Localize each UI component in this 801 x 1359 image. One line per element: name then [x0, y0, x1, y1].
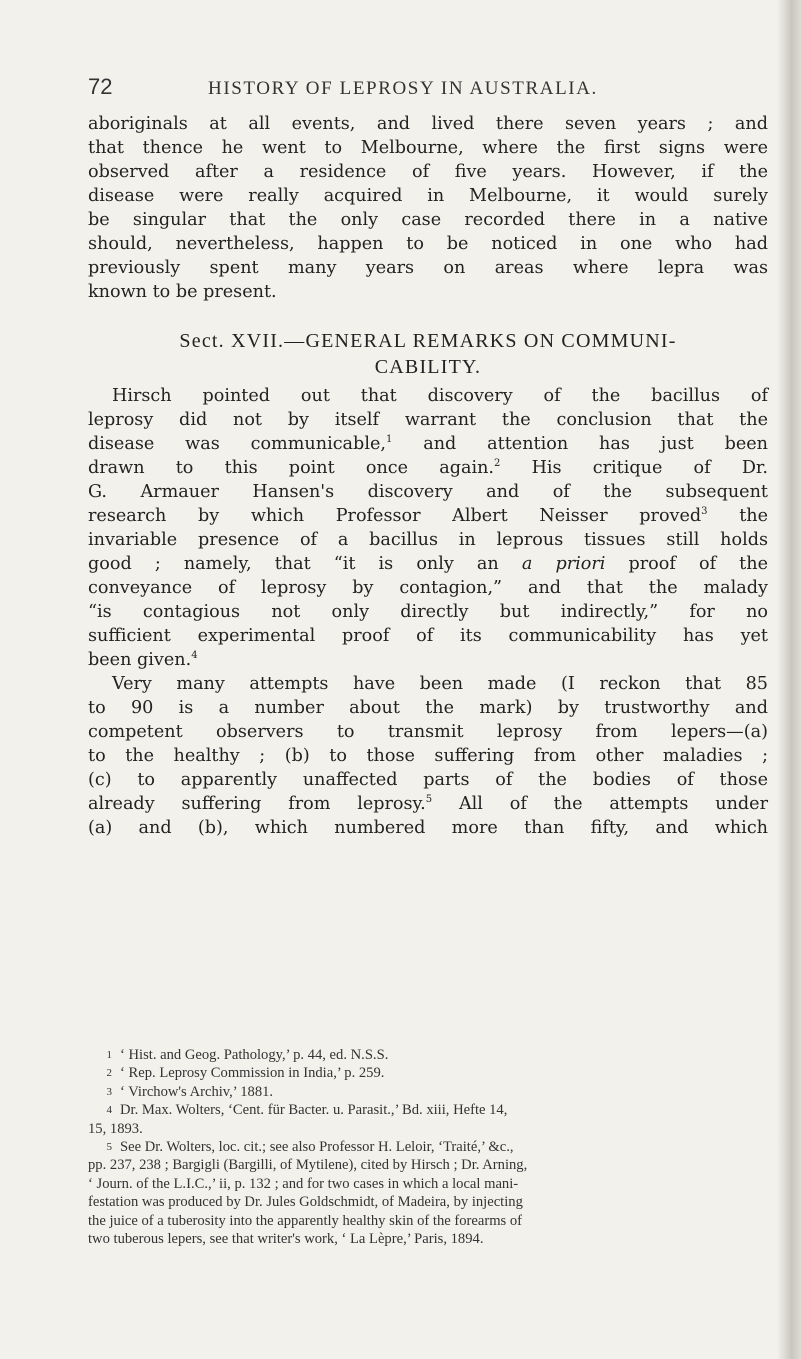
text-line: competent observers to transmit leprosy from lepers—(a) [88, 722, 768, 742]
text-line: (c) to apparently unaffected parts of the bodies of those [88, 770, 768, 790]
text-segment: His critique of Dr. [500, 458, 768, 478]
text-segment: proof of the [605, 554, 768, 574]
footnote-continuation: the juice of a tuberosity into the apparently healthy skin of the forearms of [88, 1212, 523, 1229]
text-line: (a) and (b), which numbered more than fifty, and which [88, 818, 768, 838]
text-line: “is contagious not only directly but indirectly,” for no [88, 602, 768, 622]
text-line: conveyance of leprosy by contagion,” and that the malady [88, 578, 768, 598]
footnote [88, 1101, 768, 1119]
text-line [88, 456, 768, 480]
text-line: to 90 is a number about the mark) by trustworthy and [88, 698, 768, 718]
page-header [88, 74, 768, 104]
footnote-ref: 1 [385, 434, 393, 446]
footnote-continuation: ‘ Journ. of the L.I.C.,’ ii, p. 132 ; and for two cases in which a local mani- [88, 1175, 519, 1192]
text-line: invariable presence of a bacillus in leprous tissues still holds [88, 530, 768, 550]
text-segment: drawn to this point once again. [88, 458, 495, 478]
text-line [88, 432, 768, 456]
page-edge [777, 0, 801, 1359]
body-text [88, 112, 768, 840]
text-segment: All of the attempts under [432, 794, 768, 814]
paragraph-2 [88, 384, 768, 672]
footnote-text: ‘ Virchow's Archiv,’ 1881. [120, 1083, 274, 1100]
footnote-number: 1 [106, 1049, 112, 1061]
running-title: HISTORY OF LEPROSY IN AUSTRALIA. [208, 78, 598, 99]
text-segment: already suffering from leprosy. [88, 794, 426, 814]
text-line [88, 552, 768, 576]
section-heading-line: CABILITY. [374, 356, 482, 378]
section-heading [88, 328, 768, 380]
footnote-continuation: 15, 1893. [88, 1120, 143, 1137]
footnotes [88, 1046, 768, 1248]
text-segment: research by which Professor Albert Neisser proved [88, 506, 702, 526]
footnote-text: ‘ Rep. Leprosy Commission in India,’ p. 259. [120, 1065, 385, 1082]
text-segment: and attention has just been [392, 434, 768, 454]
footnote-number: 3 [106, 1085, 112, 1098]
text-line: sufficient experimental proof of its communicability has yet [88, 626, 768, 646]
text-line: should, nevertheless, happen to be noticed in one who had [88, 234, 768, 254]
footnote-text: Dr. Max. Wolters, ‘Cent. für Bacter. u. Parasit.,’ Bd. xiii, Hefte 14, [120, 1102, 508, 1119]
footnote-number: 5 [106, 1141, 112, 1154]
footnote-ref: 4 [191, 650, 198, 662]
footnote-text: ‘ Hist. and Geog. Pathology,’ p. 44, ed. N.S.S. [120, 1047, 389, 1063]
footnote-continuation: festation was produced by Dr. Jules Goldschmidt, of Madeira, by injecting [88, 1194, 523, 1211]
page-number: 72 [88, 74, 113, 99]
text-line [88, 648, 768, 672]
text-line: to the healthy ; (b) to those suffering from other maladies ; [88, 746, 768, 766]
section-heading-line: Sect. XVII.—GENERAL REMARKS ON COMMUNI- [179, 330, 677, 352]
footnote [88, 1138, 768, 1156]
text-line: observed after a residence of five years. However, if the [88, 162, 768, 182]
text-segment: disease was communicable, [88, 434, 386, 454]
footnote-ref: 3 [701, 506, 708, 518]
text-segment: the [707, 506, 769, 526]
text-line: G. Armauer Hansen's discovery and of the subsequent [88, 482, 768, 502]
footnote [88, 1064, 768, 1082]
text-segment: good ; namely, that “it is only an [88, 554, 522, 574]
text-line: aboriginals at all events, and lived there seven years ; and [88, 114, 768, 134]
footnote-continuation: two tuberous lepers, see that writer's work, ‘ La Lèpre,’ Paris, 1894. [88, 1231, 484, 1248]
footnote-continuation: pp. 237, 238 ; Bargigli (Bargilli, of Mytilene), cited by Hirsch ; Dr. Arning, [88, 1157, 528, 1174]
paragraph-1 [88, 112, 768, 304]
footnote-text: See Dr. Wolters, loc. cit.; see also Professor H. Leloir, ‘Traité,’ &c., [120, 1139, 514, 1156]
text-line: leprosy did not by itself warrant the conclusion that the [88, 410, 768, 430]
footnote-number: 2 [106, 1067, 112, 1080]
text-line: be singular that the only case recorded there in a native [88, 210, 768, 230]
footnote-number: 4 [106, 1104, 112, 1117]
text-line: previously spent many years on areas where lepra was [88, 258, 768, 278]
text-line [88, 504, 768, 528]
text-line [88, 792, 768, 816]
footnote-ref: 2 [494, 458, 501, 470]
footnote [88, 1083, 768, 1101]
text-line: Hirsch pointed out that discovery of the bacillus of [112, 386, 768, 406]
italic-phrase: a priori [521, 554, 606, 574]
text-line: that thence he went to Melbourne, where the first signs were [88, 138, 768, 158]
paragraph-3 [88, 672, 768, 840]
footnote [88, 1046, 768, 1064]
text-line: known to be present. [88, 282, 277, 302]
footnote-ref: 5 [425, 794, 433, 806]
text-segment: been given. [88, 650, 192, 670]
text-line: disease were really acquired in Melbourne, it would surely [88, 186, 768, 206]
text-line: Very many attempts have been made (I reckon that 85 [112, 674, 768, 694]
